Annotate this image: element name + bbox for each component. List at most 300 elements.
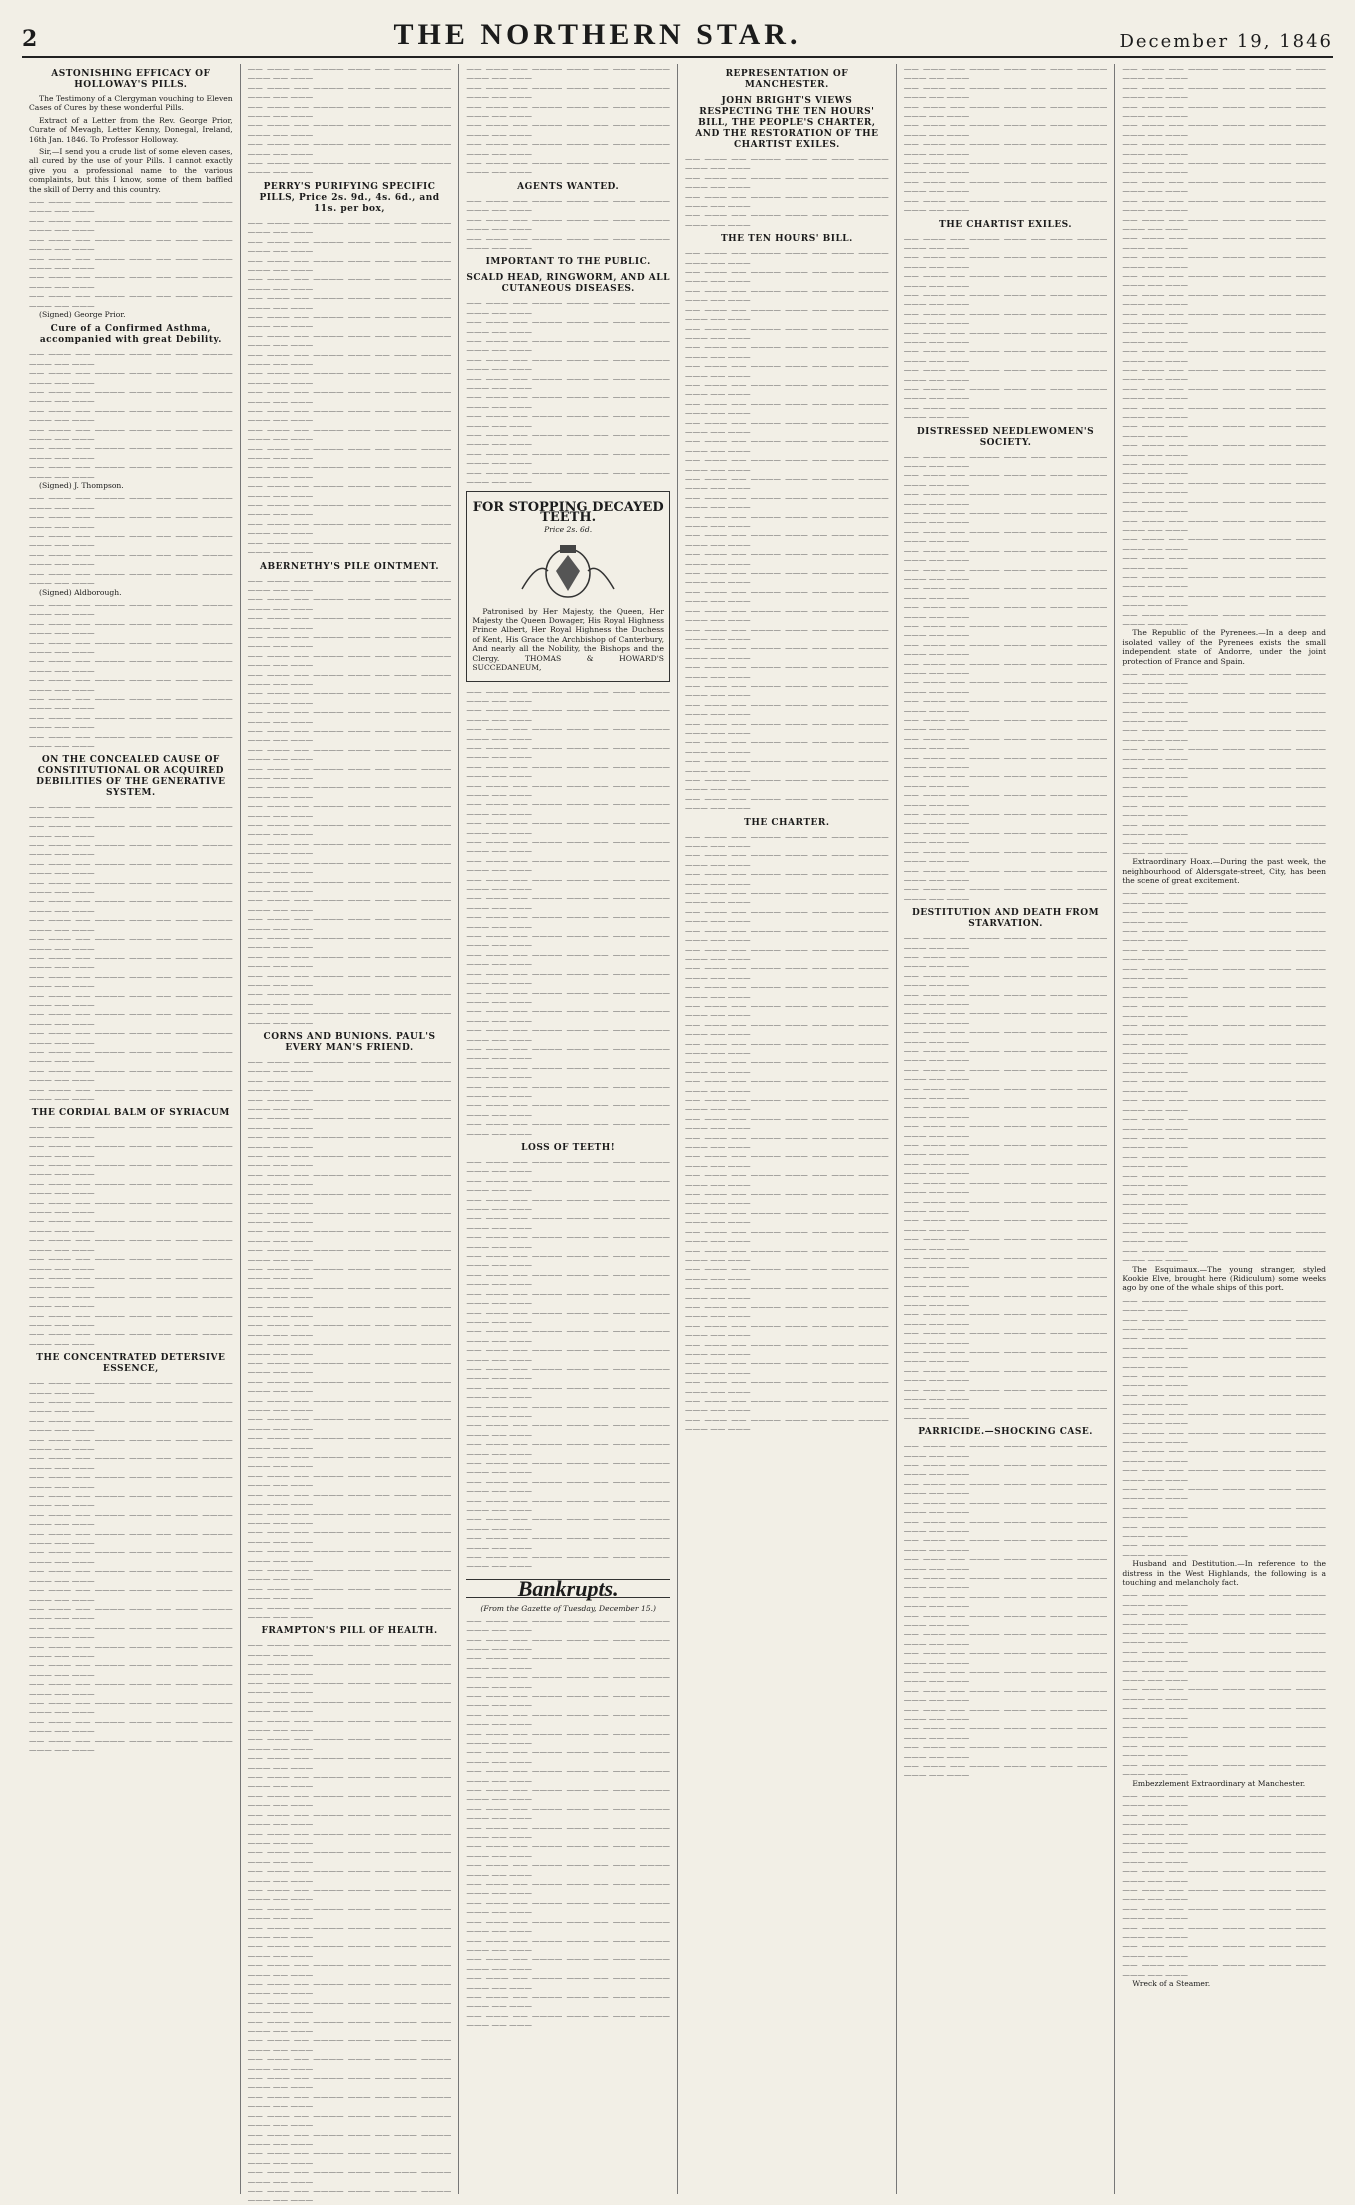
masthead — [22, 12, 1333, 58]
text-line: —— ——— —— ———— ——— —— ——— ———— ——— —— ——— — [466, 1991, 671, 2011]
ad-price: Price 2s. 6d. — [544, 525, 593, 535]
text-line: —— ——— —— ———— ——— —— ——— ———— ——— —— ——— — [903, 696, 1108, 715]
text-line: —— ——— —— ———— ——— —— ——— ———— ——— —— ——— — [903, 1667, 1108, 1686]
text-line: —— ——— —— ———— ——— —— ——— ———— ——— —— ——— — [903, 1140, 1108, 1159]
text-line: —— ——— —— ———— ——— —— ——— ———— ——— —— ——— — [247, 1602, 452, 1621]
text-line: —— ——— —— ———— ——— —— ——— ———— ——— —— ——— — [247, 932, 452, 952]
text-line: —— ——— —— ———— ——— —— ——— ———— ——— —— ——— — [29, 656, 233, 675]
text-line: —— ——— —— ———— ——— —— ——— ———— ——— —— ——— — [1122, 1722, 1327, 1741]
paragraph: Husband and Destitution.—In reference to the distress in the West Highlands, the following is a touching and melancholy fact. — [1122, 1559, 1327, 1587]
article-heading: REPRESENTATION OF MANCHESTER. — [725, 69, 849, 90]
text-line: —— ——— —— ———— ——— —— ——— ———— ——— —— ——— — [29, 424, 233, 443]
text-line: —— ——— —— ———— ——— —— ——— ———— ——— —— ——— — [1122, 402, 1327, 422]
text-line: —— ——— —— ———— ——— —— ——— ———— ——— —— ——— — [29, 1585, 233, 1604]
text-line: —— ——— —— ———— ——— —— ——— ———— ——— —— ——— — [247, 255, 452, 274]
text-line: —— ——— —— ———— ——— —— ——— ———— ——— —— ——— — [1122, 158, 1327, 177]
text-line: —— ——— —— ———— ——— —— ——— ———— ——— —— ——— — [247, 387, 452, 406]
text-line: —— ——— —— ———— ——— —— ——— ———— ——— —— ——— — [903, 470, 1108, 489]
text-line: —— ——— —— ———— ——— —— ——— ———— ——— —— ——— — [903, 1083, 1108, 1103]
text-line: —— ——— —— ———— ——— —— ——— ———— ——— —— ——— — [1122, 1189, 1327, 1208]
text-line: —— ——— —— ———— ——— —— ——— ———— ——— —— ——— — [1122, 214, 1327, 233]
text-line: —— ——— —— ———— ——— —— ——— ———— ——— —— ——— — [466, 1728, 671, 1747]
paragraph: Extraordinary Hoax.—During the past week, the neighbourhood of Aldersgate-street, City, has been the scene of great excitement. — [1122, 857, 1327, 885]
text-line: —— ——— —— ———— ——— —— ——— ———— ——— —— ——— — [903, 526, 1108, 546]
text-line: —— ——— —— ———— ——— —— ——— ———— ——— —— ——— — [903, 1177, 1108, 1197]
paragraph: Sir,—I send you a crude list of some eleven cases, all cured by the use of your Pills. I cannot exactly give you a professional name to the various complaints, but this I know, some of them baffled the skill of Derry and this country. — [29, 147, 233, 194]
text-line: —— ——— —— ———— ——— —— ——— ———— ——— —— ——— — [685, 1189, 889, 1208]
text-line: —— ——— —— ———— ——— —— ——— ———— ——— —— ——— — [466, 1552, 671, 1571]
text-line: —— ——— —— ———— ——— —— ——— ———— ——— —— ——— — [1122, 1076, 1327, 1095]
text-line: —— ——— —— ———— ——— —— ——— ———— ——— —— ——— — [247, 820, 452, 839]
column-1 — [22, 64, 241, 2194]
text-line: —— ——— —— ———— ——— —— ——— ———— ——— —— ——— — [466, 855, 671, 875]
text-line: —— ——— —— ———— ——— —— ——— ———— ——— —— ——— — [903, 1610, 1108, 1629]
text-line: —— ——— —— ———— ——— —— ——— ———— ——— —— ——— — [903, 1497, 1108, 1517]
text-line: —— ——— —— ———— ——— —— ——— ———— ——— —— ——— — [903, 1572, 1108, 1592]
section-heading: Bankrupts. — [466, 1579, 670, 1598]
text-line: —— ——— —— ———— ——— —— ——— ———— ——— —— ——— — [466, 1175, 671, 1195]
text-line: —— ——— —— ———— ——— —— ——— ———— ——— —— ——— — [903, 489, 1108, 508]
subheading: (From the Gazette of Tuesday, December 15.) — [480, 1604, 656, 1614]
text-line: —— ——— —— ———— ——— —— ——— ———— ——— —— ——— — [466, 1653, 671, 1672]
text-line: —— ——— —— ———— ——— —— ——— ———— ——— —— ——— — [466, 2010, 671, 2030]
text-line: —— ——— —— ———— ——— —— ——— ———— ——— —— ——— — [247, 274, 452, 293]
text-line: —— ——— —— ———— ——— —— ——— ———— ——— —— ——— — [247, 2110, 452, 2130]
text-line: —— ——— —— ———— ——— —— ——— ———— ——— —— ——— — [1122, 1446, 1327, 1465]
text-line: —— ——— —— ———— ——— —— ——— ———— ——— —— ——— — [1122, 1903, 1327, 1923]
text-line: —— ——— —— ———— ——— —— ——— ———— ——— —— ——— — [466, 1326, 671, 1345]
text-line: —— ——— —— ———— ——— —— ——— ———— ——— —— ——— — [1122, 1245, 1327, 1265]
text-line: —— ——— —— ———— ——— —— ——— ———— ——— —— ——— — [1122, 1057, 1327, 1077]
text-line: —— ——— —— ———— ——— —— ——— ———— ——— —— ——— — [466, 1916, 671, 1936]
text-line: —— ——— —— ———— ——— —— ——— ———— ——— —— ——— — [1122, 496, 1327, 516]
text-line: —— ——— —— ———— ——— —— ——— ———— ——— —— ——— — [247, 120, 452, 139]
text-line: —— ——— —— ———— ——— —— ——— ———— ——— —— ——— — [903, 1046, 1108, 1065]
text-line: —— ——— —— ———— ——— —— ——— ———— ——— —— ——— — [685, 1377, 889, 1396]
article-heading: SCALD HEAD, RINGWORM, AND ALL CUTANEOUS DISEASES. — [466, 273, 670, 295]
text-line: —— ——— —— ———— ——— —— ——— ———— ——— —— ——— — [1122, 1828, 1327, 1847]
text-line: —— ——— —— ———— ——— —— ——— ———— ——— —— ——— — [1122, 440, 1327, 459]
text-line: —— ——— —— ———— ——— —— ——— ———— ——— —— ——— — [29, 693, 233, 713]
text-line: —— ——— —— ———— ——— —— ——— ———— ——— —— ——— — [466, 1382, 671, 1402]
text-line: —— ——— —— ———— ——— —— ——— ———— ——— —— ——— — [903, 1121, 1108, 1140]
text-line: —— ——— —— ———— ——— —— ——— ———— ——— —— ——— — [466, 448, 671, 468]
text-line: —— ——— —— ———— ——— —— ——— ———— ——— —— ——— — [29, 462, 233, 481]
text-line: —— ——— —— ———— ——— —— ——— ———— ——— —— ——— — [247, 1696, 452, 1716]
text-line: —— ——— —— ———— ——— —— ——— ———— ——— —— ——— — [29, 1622, 233, 1642]
text-line: —— ——— —— ———— ——— —— ——— ———— ——— —— ——— — [29, 637, 233, 656]
text-line: —— ——— —— ———— ——— —— ——— ———— ——— —— ——— — [466, 1062, 671, 1082]
text-line: —— ——— —— ———— ——— —— ——— ———— ——— —— ——— — [466, 101, 671, 121]
text-line: —— ——— —— ———— ——— —— ——— ———— ——— —— ——— — [29, 493, 233, 512]
text-line: —— ——— —— ———— ——— —— ——— ———— ——— —— ——— — [903, 1271, 1108, 1291]
royal-arms-icon — [508, 541, 628, 601]
text-line: —— ——— —— ———— ——— —— ——— ———— ——— —— ——— — [1122, 1371, 1327, 1390]
text-line: —— ——— —— ———— ——— —— ——— ———— ——— —— ——— — [29, 1735, 233, 1754]
paragraph: (Signed) J. Thompson. — [39, 481, 124, 491]
text-line: —— ——— —— ———— ——— —— ——— ———— ——— —— ——— — [903, 101, 1108, 121]
text-line: —— ——— —— ———— ——— —— ——— ———— ——— —— ——— — [29, 549, 233, 569]
text-line: —— ——— —— ———— ——— —— ——— ———— ——— —— ——— — [685, 210, 889, 229]
column-3 — [459, 64, 678, 2194]
text-line: —— ——— —— ———— ——— —— ——— ———— ——— —— ——— — [903, 1008, 1108, 1027]
text-line: —— ——— —— ———— ——— —— ——— ———— ——— —— ——— — [466, 354, 671, 374]
text-line: —— ——— —— ———— ——— —— ——— ———— ——— —— ——— — [1122, 1866, 1327, 1885]
text-line: —— ——— —— ———— ——— —— ——— ———— ——— —— ——— — [685, 172, 889, 192]
text-line: —— ——— —— ———— ——— —— ——— ———— ——— —— ——— — [466, 1634, 671, 1653]
text-line: —— ——— —— ———— ——— —— ——— ———— ——— —— ——— — [903, 1234, 1108, 1253]
text-line: —— ——— —— ———— ——— —— ——— ———— ——— —— ——— — [466, 82, 671, 102]
ad-text: Patronised by Her Majesty, the Queen, Her Majesty the Queen Dowager, His Royal Highness Prince Albert, Her Royal Highness the Duchess of Kent, His Grace the Archbishop of Canterbury, And nearly all the Nobility, the Bishops and the Clergy. THOMAS & HOWARD'S SUCCEDANEUM, — [472, 606, 665, 673]
text-line: —— ——— —— ———— ——— —— ——— ———— ——— —— ——— — [466, 1401, 671, 1420]
paragraph: The Esquimaux.—The young stranger, styled Kookie Elve, brought here (Ridiculum) some weeks ago by one of the whale ships of this port. — [1122, 1264, 1327, 1293]
text-line: —— ——— —— ———— ——— —— ——— ———— ——— —— ——— — [1122, 459, 1327, 478]
text-line: —— ——— —— ———— ——— —— ——— ———— ——— —— ——— — [903, 809, 1108, 828]
text-line: —— ——— —— ———— ——— —— ——— ———— ——— —— ——— — [29, 1122, 233, 1141]
text-line: —— ——— —— ———— ——— —— ——— ———— ——— —— ——— — [29, 368, 233, 387]
text-line: —— ——— —— ———— ——— —— ——— ———— ——— —— ——— — [29, 234, 233, 254]
text-line: —— ——— —— ———— ——— —— ——— ———— ——— —— ——— — [903, 827, 1108, 847]
text-line: —— ——— —— ———— ——— —— ——— ———— ——— —— ——— — [685, 944, 889, 963]
text-line: —— ——— —— ———— ——— —— ——— ———— ——— —— ——— — [29, 896, 233, 915]
text-line: —— ——— —— ———— ——— —— ——— ———— ——— —— ——— — [247, 158, 452, 177]
text-line: —— ——— —— ———— ——— —— ——— ———— ——— —— ——— — [247, 1564, 452, 1584]
text-line: —— ——— —— ———— ——— —— ——— ———— ——— —— ——— — [247, 1395, 452, 1415]
text-line: —— ——— —— ———— ——— —— ——— ———— ——— —— ——— — [1122, 1132, 1327, 1152]
text-line: —— ——— —— ———— ——— —— ——— ———— ——— —— ——— — [466, 874, 671, 894]
text-line: —— ——— —— ———— ——— —— ——— ———— ——— —— ——— — [29, 1509, 233, 1529]
text-line: —— ——— —— ———— ——— —— ——— ———— ——— —— ——— — [29, 1491, 233, 1510]
text-line: —— ——— —— ———— ——— —— ——— ———— ——— —— ——— — [466, 373, 671, 392]
text-line: —— ——— —— ———— ——— —— ——— ———— ——— —— ——— — [685, 248, 889, 267]
text-line: —— ——— —— ———— ——— —— ——— ———— ——— —— ——— — [29, 405, 233, 425]
text-line: —— ——— —— ———— ——— —— ——— ———— ——— —— ——— — [247, 1470, 452, 1490]
text-line: —— ——— —— ———— ——— —— ——— ———— ——— —— ——— — [466, 931, 671, 950]
text-line: —— ——— —— ———— ——— —— ——— ———— ——— —— ——— — [903, 951, 1108, 971]
text-line: —— ——— —— ———— ——— —— ——— ———— ——— —— ——— — [466, 1514, 671, 1533]
text-line: —— ——— —— ———— ——— —— ——— ———— ——— —— ——— — [247, 406, 452, 425]
text-line: —— ——— —— ———— ——— —— ——— ———— ——— —— ——— — [685, 1095, 889, 1114]
text-line: —— ——— —— ———— ——— —— ——— ———— ——— —— ——— — [466, 1841, 671, 1860]
text-line: —— ——— —— ———— ——— —— ——— ———— ——— —— ——— — [247, 64, 452, 83]
text-line: —— ——— —— ———— ——— —— ——— ———— ——— —— ——— — [247, 1546, 452, 1565]
text-line: —— ——— —— ———— ——— —— ——— ———— ——— —— ——— — [685, 1358, 889, 1377]
text-line: —— ——— —— ———— ——— —— ——— ———— ——— —— ——— — [247, 1094, 452, 1114]
text-line: —— ——— —— ———— ——— —— ——— ———— ——— —— ——— — [466, 705, 671, 724]
text-line: —— ——— —— ———— ——— —— ——— ———— ——— —— ——— — [247, 101, 452, 121]
text-line: —— ——— —— ———— ——— —— ——— ———— ——— —— ——— — [685, 455, 889, 474]
text-line: —— ——— —— ———— ——— —— ——— ———— ——— —— ——— — [685, 888, 889, 907]
text-line: —— ——— —— ———— ——— —— ——— ———— ——— —— ——— — [685, 963, 889, 982]
text-line: —— ——— —— ———— ——— —— ——— ———— ——— —— ——— — [466, 724, 671, 743]
text-line: —— ——— —— ———— ——— —— ——— ———— ——— —— ——— — [29, 1641, 233, 1660]
paragraph: (Signed) George Prior. — [39, 309, 126, 319]
text-line: —— ——— —— ———— ——— —— ——— ———— ——— —— ——— — [903, 602, 1108, 621]
article-heading: DISTRESSED NEEDLEWOMEN'S SOCIETY. — [916, 426, 1095, 448]
text-line: —— ——— —— ———— ——— —— ——— ———— ——— —— ——— — [29, 1329, 233, 1348]
text-line: —— ——— —— ———— ——— —— ——— ———— ——— —— ——— — [903, 639, 1108, 659]
article-heading: LOSS OF TEETH! — [521, 1143, 616, 1153]
text-line: —— ——— —— ———— ——— —— ——— ———— ——— —— ——— — [903, 545, 1108, 565]
text-line: —— ——— —— ———— ——— —— ——— ———— ——— —— ——— — [247, 594, 452, 613]
article-heading: THE CHARTIST EXILES. — [939, 219, 1072, 230]
text-line: —— ——— —— ———— ——— —— ——— ———— ——— —— ——— — [903, 715, 1108, 734]
column-2 — [241, 64, 460, 2205]
text-line: —— ——— —— ———— ——— —— ——— ———— ——— —— ——— — [903, 790, 1108, 809]
text-line: —— ——— —— ———— ——— —— ——— ———— ——— —— ——— — [466, 1935, 671, 1954]
text-line: —— ——— —— ———— ——— —— ——— ———— ——— —— ——— — [247, 1132, 452, 1151]
text-line: —— ——— —— ———— ——— —— ——— ———— ——— —— ——— — [903, 933, 1108, 952]
text-line: —— ——— —— ———— ——— —— ——— ———— ——— —— ——— — [247, 2167, 452, 2186]
ad-title: FOR STOPPING DECAYED TEETH. — [472, 500, 664, 525]
text-line: —— ——— —— ———— ——— —— ——— ———— ——— —— ——— — [1122, 346, 1327, 365]
text-line: —— ——— —— ———— ——— —— ——— ———— ——— —— ——— — [685, 154, 889, 173]
text-line: —— ——— —— ———— ——— —— ——— ———— ——— —— ——— — [1122, 888, 1327, 907]
text-line: —— ——— —— ———— ——— —— ——— ———— ——— —— ——— — [247, 1188, 452, 1208]
text-line: —— ——— —— ———— ——— —— ——— ———— ——— —— ——— — [247, 1527, 452, 1546]
text-line: —— ——— —— ———— ——— —— ——— ———— ——— —— ——— — [685, 361, 889, 380]
text-line: —— ——— —— ———— ——— —— ——— ———— ——— —— ——— — [29, 1009, 233, 1028]
text-line: —— ——— —— ———— ——— —— ——— ———— ——— —— ——— — [903, 82, 1108, 102]
text-line: —— ——— —— ———— ——— —— ——— ———— ——— —— ——— — [247, 707, 452, 726]
text-line: —— ——— —— ———— ——— —— ——— ———— ——— —— ——— — [685, 850, 889, 869]
paragraph: (Signed) Aldborough. — [39, 587, 122, 597]
text-line: —— ——— —— ———— ——— —— ——— ———— ——— —— ——— — [685, 267, 889, 286]
text-line: —— ——— —— ———— ——— —— ——— ———— ——— —— ——— — [1122, 781, 1327, 801]
article-heading: THE TEN HOURS' BILL. — [720, 234, 853, 245]
text-line: —— ——— —— ———— ——— —— ——— ———— ——— —— ——— — [466, 1672, 671, 1691]
text-line: —— ——— —— ———— ——— —— ——— ———— ——— —— ——— — [1122, 1885, 1327, 1904]
text-line: —— ——— —— ———— ——— —— ——— ———— ——— —— ——— — [903, 1290, 1108, 1309]
text-line: —— ——— —— ———— ——— —— ——— ———— ——— —— ——— — [685, 304, 889, 324]
text-line: —— ——— —— ———— ——— —— ——— ———— ——— —— ——— — [903, 176, 1108, 196]
text-line: —— ——— —— ———— ——— —— ——— ———— ——— —— ——— — [466, 1232, 671, 1251]
text-line: —— ——— —— ———— ——— —— ——— ———— ——— —— ——— — [685, 492, 889, 512]
text-line: —— ——— —— ———— ——— —— ——— ———— ——— —— ——— — [29, 568, 233, 588]
text-line: —— ——— —— ———— ——— —— ——— ———— ——— —— ——— — [29, 443, 233, 462]
text-line: —— ——— —— ———— ——— —— ——— ———— ——— —— ——— — [29, 877, 233, 897]
text-line: —— ——— —— ———— ——— —— ——— ———— ——— —— ——— — [466, 893, 671, 912]
text-line: —— ——— —— ———— ——— —— ——— ———— ——— —— ——— — [466, 761, 671, 781]
text-line: —— ——— —— ———— ——— —— ——— ———— ——— —— ——— — [466, 298, 671, 317]
text-line: —— ——— —— ———— ——— —— ——— ———— ——— —— ——— — [685, 1320, 889, 1340]
text-line: —— ——— —— ———— ——— —— ——— ———— ——— —— ——— — [1122, 1465, 1327, 1484]
text-line: —— ——— —— ———— ——— —— ——— ———— ——— —— ——— — [247, 1941, 452, 1960]
text-line: —— ——— —— ———— ——— —— ——— ———— ——— —— ——— — [1122, 1684, 1327, 1703]
text-line: —— ——— —— ———— ——— —— ——— ———— ——— —— ——— — [247, 82, 452, 102]
text-line: —— ——— —— ———— ——— —— ——— ———— ——— —— ——— — [466, 120, 671, 139]
text-line: —— ——— —— ———— ——— —— ——— ———— ——— —— ——— — [466, 1822, 671, 1842]
text-line: —— ——— —— ———— ——— —— ——— ———— ——— —— ——— — [466, 1803, 671, 1823]
text-line: —— ——— —— ———— ——— —— ——— ———— ——— —— ——— — [29, 1272, 233, 1292]
text-line: —— ——— —— ———— ——— —— ——— ———— ——— —— ——— — [247, 2035, 452, 2054]
text-line: —— ——— —— ———— ——— —— ——— ———— ——— —— ——— — [29, 1697, 233, 1717]
text-line: —— ——— —— ———— ——— —— ——— ———— ——— —— ——— — [29, 1160, 233, 1179]
text-line: —— ——— —— ———— ——— —— ——— ———— ——— —— ——— — [466, 1897, 671, 1917]
text-line: —— ——— —— ———— ——— —— ——— ———— ——— —— ——— — [685, 662, 889, 681]
text-line: —— ——— —— ———— ——— —— ——— ———— ——— —— ——— — [29, 618, 233, 638]
newspaper-title: THE NORTHERN STAR. — [393, 18, 802, 51]
text-line: —— ——— —— ———— ——— —— ——— ———— ——— —— ——— — [29, 1528, 233, 1548]
text-line: —— ——— —— ———— ——— —— ——— ———— ——— —— ——— — [685, 624, 889, 643]
text-line: —— ——— —— ———— ——— —— ——— ———— ——— —— ——— — [466, 1119, 671, 1138]
text-line: —— ——— —— ———— ——— —— ——— ———— ——— —— ——— — [903, 1365, 1108, 1385]
text-line: —— ——— —— ———— ——— —— ——— ———— ——— —— ——— — [466, 1709, 671, 1729]
text-line: —— ——— —— ———— ——— —— ——— ———— ——— —— ——— — [29, 934, 233, 953]
text-line: —— ——— —— ———— ——— —— ——— ———— ——— —— ——— — [1122, 308, 1327, 327]
text-line: —— ——— —— ———— ——— —— ——— ———— ——— —— ——— — [247, 481, 452, 500]
text-line: —— ——— —— ———— ——— —— ——— ———— ——— —— ——— — [685, 1113, 889, 1133]
text-line: —— ——— —— ———— ——— —— ——— ———— ——— —— ——— — [903, 1347, 1108, 1366]
text-line: —— ——— —— ———— ——— —— ——— ———— ——— —— ——— — [903, 508, 1108, 527]
text-line: —— ——— —— ———— ——— —— ——— ———— ——— —— ——— — [466, 1288, 671, 1308]
text-line: —— ——— —— ———— ——— —— ——— ———— ——— —— ——— — [903, 1685, 1108, 1705]
text-line: —— ——— —— ———— ——— —— ——— ———— ——— —— ——— — [29, 1396, 233, 1416]
text-line: —— ——— —— ———— ——— —— ——— ———— ——— —— ——— — [903, 1704, 1108, 1724]
paragraph: The Testimony of a Clergyman vouching to Eleven Cases of Cures by these wonderful Pills. — [29, 94, 233, 113]
text-line: —— ——— —— ———— ——— —— ——— ———— ——— —— ——— — [685, 436, 889, 455]
text-line: —— ——— —— ———— ——— —— ——— ———— ——— —— ——— — [247, 669, 452, 688]
text-line: —— ——— —— ———— ——— —— ——— ———— ——— —— ——— — [685, 1414, 889, 1434]
text-line: —— ——— —— ———— ——— —— ——— ———— ——— —— ——— — [903, 1102, 1108, 1121]
text-line: —— ——— —— ———— ——— —— ——— ———— ——— —— ——— — [247, 2054, 452, 2073]
text-line: —— ——— —— ———— ——— —— ——— ———— ——— —— ——— — [685, 643, 889, 662]
text-line: —— ——— —— ———— ——— —— ——— ———— ——— —— ——— — [1122, 1170, 1327, 1189]
text-line: —— ——— —— ———— ——— —— ——— ———— ——— —— ——— — [1122, 1521, 1327, 1540]
text-line: —— ——— —— ———— ——— —— ——— ———— ——— —— ——— — [247, 1640, 452, 1659]
text-line: —— ——— —— ———— ——— —— ——— ———— ——— —— ——— — [903, 1309, 1108, 1328]
text-line: —— ——— —— ———— ——— —— ——— ———— ——— —— ——— — [1122, 64, 1327, 83]
text-line: —— ——— —— ———— ——— —— ——— ———— ——— —— ——— — [1122, 1809, 1327, 1829]
text-line: —— ——— —— ———— ——— —— ——— ———— ——— —— ——— — [685, 756, 889, 775]
text-line: —— ——— —— ———— ——— —— ——— ———— ——— —— ——— — [903, 327, 1108, 346]
text-line: —— ——— —— ———— ——— —— ——— ———— ——— —— ——— — [247, 688, 452, 707]
text-line: —— ——— —— ———— ——— —— ——— ———— ——— —— ——— — [466, 1860, 671, 1879]
text-line: —— ——— —— ———— ——— —— ——— ———— ——— —— ——— — [29, 1046, 233, 1066]
text-line: —— ——— —— ———— ——— —— ——— ———— ——— —— ——— — [1122, 1151, 1327, 1171]
text-line: —— ——— —— ———— ——— —— ——— ———— ——— —— ——— — [29, 253, 233, 272]
text-line: —— ——— —— ———— ——— —— ——— ———— ——— —— ——— — [1122, 800, 1327, 820]
text-line: —— ——— —— ———— ——— —— ——— ———— ——— —— ——— — [1122, 553, 1327, 572]
text-line: —— ——— —— ———— ——— —— ——— ———— ——— —— ——— — [1122, 1208, 1327, 1227]
text-line: —— ——— —— ———— ——— —— ——— ———— ——— —— ——— — [247, 989, 452, 1008]
text-line: —— ——— —— ———— ——— —— ——— ———— ——— —— ——— — [1122, 1038, 1327, 1058]
text-line: —— ——— —— ———— ——— —— ——— ———— ——— —— ——— — [903, 620, 1108, 640]
text-line: —— ——— —— ———— ——— —— ——— ———— ——— —— ——— — [247, 650, 452, 670]
text-line: —— ——— —— ———— ——— —— ——— ———— ——— —— ——— — [1122, 252, 1327, 271]
issue-date: December 19, 1846 — [1119, 31, 1333, 52]
text-line: —— ——— —— ———— ——— —— ——— ———— ——— —— ——— — [1122, 1922, 1327, 1942]
text-line: —— ——— —— ———— ——— —— ——— ———— ——— —— ——— — [466, 1747, 671, 1766]
text-line: —— ——— —— ———— ——— —— ——— ———— ——— —— ——— — [466, 214, 671, 234]
text-line: —— ——— —— ———— ——— —— ——— ———— ——— —— ——— — [466, 987, 671, 1006]
text-line: —— ——— —— ———— ——— —— ——— ———— ——— —— ——— — [247, 970, 452, 989]
text-line: —— ——— —— ———— ——— —— ——— ———— ——— —— ——— — [1122, 1483, 1327, 1503]
text-line: —— ——— —— ———— ——— —— ——— ———— ——— —— ——— — [685, 699, 889, 719]
text-line: —— ——— —— ———— ——— —— ——— ———— ——— —— ——— — [247, 1169, 452, 1189]
text-line: —— ——— —— ———— ——— —— ——— ———— ——— —— ——— — [29, 1084, 233, 1103]
text-line: —— ——— —— ———— ——— —— ——— ———— ——— —— ——— — [903, 1648, 1108, 1667]
text-line: —— ——— —— ———— ——— —— ——— ———— ——— —— ——— — [29, 531, 233, 550]
text-line: —— ——— —— ———— ——— —— ——— ———— ——— —— ——— — [1122, 687, 1327, 707]
text-line: —— ——— —— ———— ——— —— ——— ———— ——— —— ——— — [685, 530, 889, 549]
text-line: —— ——— —— ———— ——— —— ——— ———— ——— —— ——— — [1122, 327, 1327, 346]
text-line: —— ——— —— ———— ——— —— ——— ———— ——— —— ——— — [685, 1226, 889, 1246]
text-line: —— ——— —— ———— ——— —— ——— ———— ——— —— ——— — [1122, 1408, 1327, 1428]
text-line: —— ——— —— ———— ——— —— ——— ———— ——— —— ——— — [685, 417, 889, 436]
text-line: —— ——— —— ———— ——— —— ——— ———— ——— —— ——— — [1122, 1427, 1327, 1446]
text-line: —— ——— —— ———— ——— —— ——— ———— ——— —— ——— — [1122, 1790, 1327, 1810]
text-line: —— ——— —— ———— ——— —— ——— ———— ——— —— ——— — [1122, 1001, 1327, 1020]
text-line: —— ——— —— ———— ——— —— ——— ———— ——— —— ——— — [247, 2129, 452, 2148]
text-line: —— ——— —— ———— ——— —— ——— ———— ——— —— ——— — [1122, 1665, 1327, 1685]
text-line: —— ——— —— ———— ——— —— ——— ———— ——— —— ——— — [247, 500, 452, 519]
text-line: —— ——— —— ———— ——— —— ——— ———— ——— —— ——— — [29, 1028, 233, 1047]
text-line: —— ——— —— ———— ——— —— ——— ———— ——— —— ——— — [1122, 289, 1327, 309]
text-line: —— ——— —— ———— ——— —— ——— ———— ——— —— ——— — [685, 1301, 889, 1321]
text-line: —— ——— —— ———— ——— —— ——— ———— ——— —— ——— — [466, 1785, 671, 1804]
text-line: —— ——— —— ———— ——— —— ——— ———— ——— —— ——— — [247, 217, 452, 237]
text-line: —— ——— —— ———— ——— —— ——— ———— ——— —— ——— — [247, 2148, 452, 2167]
text-line: —— ——— —— ———— ——— —— ——— ———— ——— —— ——— — [466, 1213, 671, 1232]
text-line: —— ——— —— ———— ——— —— ——— ———— ——— —— ——— — [685, 379, 889, 399]
text-line: —— ——— —— ———— ——— —— ——— ———— ——— —— ——— — [1122, 1114, 1327, 1133]
article-heading: THE CONCENTRATED DETERSIVE ESSENCE, — [36, 1353, 226, 1375]
text-line: —— ——— —— ———— ——— —— ——— ———— ——— —— ——— — [1122, 233, 1327, 252]
text-line: —— ——— —— ———— ——— —— ——— ———— ——— —— ——— — [29, 1141, 233, 1160]
paragraph: The Republic of the Pyrenees.—In a deep and isolated valley of the Pyrenees exists the small independent state of Andorre, under the joint protection of France and Spain. — [1122, 628, 1327, 666]
text-line: —— ——— —— ———— ——— —— ——— ———— ——— —— ——— — [1122, 1847, 1327, 1866]
text-line: —— ——— —— ———— ——— —— ——— ———— ——— —— ——— — [466, 1615, 671, 1635]
text-line: —— ——— —— ———— ——— —— ——— ———— ——— —— ——— — [903, 384, 1108, 403]
text-line: —— ——— —— ———— ——— —— ——— ———— ——— —— ——— — [29, 1197, 233, 1217]
text-line: —— ——— —— ———— ——— —— ——— ———— ——— —— ——— — [903, 970, 1108, 990]
article-heading: IMPORTANT TO THE PUBLIC. — [485, 257, 651, 268]
text-line: —— ——— —— ———— ——— —— ——— ———— ——— —— ——— — [466, 742, 671, 762]
article-heading: AGENTS WANTED. — [517, 181, 620, 192]
text-line: —— ——— —— ———— ——— —— ——— ———— ——— —— ——— — [685, 191, 889, 211]
text-line: —— ——— —— ———— ——— —— ——— ———— ——— —— ——— — [903, 865, 1108, 884]
text-line: —— ——— —— ———— ——— —— ——— ———— ——— —— ——— — [1122, 1759, 1327, 1779]
text-line: —— ——— —— ———— ——— —— ——— ———— ——— —— ——— — [29, 599, 233, 619]
text-line: —— ——— —— ———— ——— —— ——— ———— ——— —— ——— — [685, 1019, 889, 1039]
text-line: —— ——— —— ———— ——— —— ——— ———— ——— —— ——— — [466, 335, 671, 355]
text-line: —— ——— —— ———— ——— —— ——— ———— ——— —— ——— — [466, 158, 671, 177]
text-line: —— ——— —— ———— ——— —— ——— ———— ——— —— ——— — [1122, 1609, 1327, 1628]
text-line: —— ——— —— ———— ——— —— ——— ———— ——— —— ——— — [1122, 725, 1327, 744]
text-line: —— ——— —— ———— ——— —— ——— ———— ——— —— ——— — [247, 236, 452, 256]
text-line: —— ——— —— ———— ——— —— ——— ———— ——— —— ——— — [29, 990, 233, 1009]
text-line: —— ——— —— ———— ——— —— ——— ———— ——— —— ——— — [903, 1328, 1108, 1347]
text-line: —— ——— —— ———— ——— —— ——— ———— ——— —— ——— — [29, 840, 233, 859]
text-line: —— ——— —— ———— ——— —— ——— ———— ——— —— ——— — [247, 1922, 452, 1941]
article-heading: DESTITUTION AND DEATH FROM STARVATION. — [912, 908, 1100, 930]
text-line: —— ——— —— ———— ——— —— ——— ———— ——— —— ——— — [903, 733, 1108, 753]
text-line: —— ——— —— ———— ——— —— ——— ———— ——— —— ——— — [466, 317, 671, 336]
text-line: —— ——— —— ———— ——— —— ——— ———— ——— —— ——— — [29, 1291, 233, 1311]
text-line: —— ——— —— ———— ——— —— ——— ———— ——— —— ——— — [29, 802, 233, 821]
text-line: —— ——— —— ———— ——— —— ——— ———— ——— —— ——— — [903, 989, 1108, 1008]
text-line: —— ——— —— ———— ——— —— ——— ———— ——— —— ——— — [1122, 1020, 1327, 1039]
text-line: —— ——— —— ———— ——— —— ——— ———— ——— —— ——— — [685, 1076, 889, 1095]
text-line: —— ——— —— ———— ——— —— ——— ———— ——— —— ——— — [247, 1008, 452, 1027]
text-line: —— ——— —— ———— ——— —— ——— ———— ——— —— ——— — [247, 613, 452, 632]
text-line: —— ——— —— ———— ——— —— ——— ———— ——— —— ——— — [903, 1252, 1108, 1272]
article-heading: FRAMPTON'S PILL OF HEALTH. — [261, 1626, 438, 1637]
text-line: —— ——— —— ———— ——— —— ——— ———— ——— —— ——— — [903, 1742, 1108, 1761]
text-line: —— ——— —— ———— ——— —— ——— ———— ——— —— ——— — [903, 1478, 1108, 1498]
text-line: —— ——— —— ———— ——— —— ——— ———— ——— —— ——— — [903, 233, 1108, 252]
